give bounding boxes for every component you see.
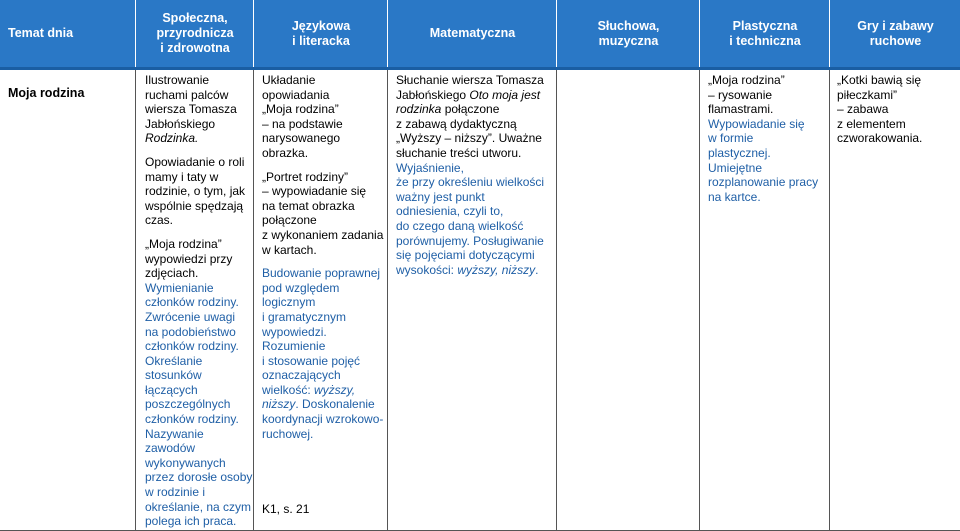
text-line: wykonywanych <box>145 455 226 470</box>
cell-spoleczna <box>145 73 253 529</box>
header-plastyczna-line2: i techniczna <box>729 33 801 48</box>
text-line: członków rodziny. <box>145 339 239 354</box>
text-line: w kartach. <box>262 242 317 257</box>
text-line: poszczególnych <box>145 397 231 412</box>
text-line: przez dorosłe osoby <box>145 470 253 485</box>
text-line: połączone <box>262 213 317 228</box>
text-line: mamy i taty w <box>145 169 219 184</box>
text-line: „Kotki bawią się <box>837 73 922 87</box>
text-run: połączone <box>441 102 500 117</box>
header-sluchowa-line2: muzyczna <box>598 33 659 48</box>
text-run-italic: Oto moja jest <box>469 87 541 102</box>
text-line: i gramatycznym <box>262 309 347 324</box>
text-line <box>262 383 386 398</box>
header-spoleczna-line1: Społeczna, <box>162 11 228 25</box>
column-divider <box>253 70 254 531</box>
cell-plastyczna <box>708 73 826 204</box>
text-line: że przy określeniu wielkości <box>396 175 545 190</box>
text-line: na kartce. <box>708 189 761 204</box>
text-line: łączących <box>145 382 198 397</box>
text-line: Słuchanie wiersza Tomasza <box>396 73 544 87</box>
text-line: stosunków <box>145 368 202 383</box>
text-run: . <box>535 262 539 277</box>
table-header <box>0 0 960 70</box>
text-line: członków rodziny. <box>145 412 239 427</box>
text-line: na podobieństwo <box>145 324 236 339</box>
header-gry-line1: Gry i zabawy <box>857 18 934 33</box>
text-line: w formie <box>708 131 754 146</box>
column-divider <box>829 70 830 531</box>
text-line: ruchowej. <box>262 426 314 441</box>
text-line: Budowanie poprawnej <box>262 266 381 281</box>
text-line: w rodzinie i <box>145 485 206 500</box>
text-line: odniesienia, czyli to, <box>396 204 504 219</box>
header-plastyczna <box>699 0 830 67</box>
text-line: z zabawą dydaktyczną <box>396 116 517 131</box>
column-divider <box>135 70 136 531</box>
text-line: „Moja rodzina” <box>145 236 222 251</box>
text-line: Określanie <box>145 353 203 368</box>
text-line: Rodzinka. <box>145 131 199 146</box>
text-line: z wykonaniem zadania <box>262 227 384 242</box>
text-line: Ilustrowanie <box>145 73 210 87</box>
column-divider <box>387 70 388 531</box>
text-line: Jabłońskiego <box>145 116 216 131</box>
text-line: i stosowanie pojęć <box>262 353 361 368</box>
text-line: narysowanego <box>262 131 341 146</box>
text-run-italic: wyższy, niższy <box>457 262 536 277</box>
text-run: wysokości: <box>396 262 458 277</box>
text-line: „Portret rodziny” <box>262 169 349 184</box>
header-temat-dnia-label: Temat dnia <box>8 26 74 40</box>
text-line: ruchami palców <box>145 87 229 102</box>
text-line: członków rodziny. <box>145 295 239 310</box>
text-line: zawodów <box>145 441 196 456</box>
column-divider <box>556 70 557 531</box>
text-line: „Moja rodzina” <box>708 73 785 87</box>
header-matematyczna <box>387 0 557 67</box>
text-line: zdjęciach. <box>145 266 199 281</box>
header-sluchowa <box>556 0 700 67</box>
text-line: się pojęciami dotyczącymi <box>396 248 535 263</box>
text-run-italic: rodzinka <box>396 102 442 117</box>
text-line: Opowiadanie o roli <box>145 154 245 169</box>
cell-jezykowa <box>262 73 386 516</box>
text-line: Układanie <box>262 73 316 87</box>
header-jezykowa <box>253 0 388 67</box>
text-line: – zabawa <box>837 102 889 117</box>
text-line: czas. <box>145 213 174 228</box>
text-line: rozplanowanie pracy <box>708 175 819 190</box>
text-line: polega ich praca. <box>145 514 237 529</box>
text-line: słuchanie treści utworu. <box>396 145 522 160</box>
cell-gry <box>837 73 957 146</box>
text-line: rodzinie, o tym, jak <box>145 184 246 199</box>
text-line: „Wyższy – niższy”. Uważne <box>396 131 542 146</box>
text-line: oznaczających <box>262 368 341 383</box>
text-line: pod względem <box>262 280 340 295</box>
row-title: Moja rodzina <box>8 86 85 100</box>
header-gry-line2: ruchowe <box>869 33 922 48</box>
header-plastyczna-line1: Plastyczna <box>732 18 798 33</box>
text-line: – rysowanie <box>708 87 773 102</box>
text-line: Nazywanie <box>145 426 204 441</box>
text-line: Zwrócenie uwagi <box>145 309 236 324</box>
text-line: wypowiedzi przy <box>145 251 233 266</box>
text-line: piłeczkami” <box>837 87 898 102</box>
text-line <box>262 397 386 412</box>
text-line: Rozumienie <box>262 339 326 354</box>
text-run: wielkość: <box>262 382 315 397</box>
text-line: „Moja rodzina” <box>262 102 339 117</box>
text-line: Wymienianie <box>145 280 214 295</box>
header-matematyczna-label: Matematyczna <box>429 26 516 40</box>
header-spoleczna <box>135 0 254 67</box>
text-line: z elementem <box>837 116 906 131</box>
text-line: obrazka. <box>262 145 309 160</box>
column-divider <box>699 70 700 531</box>
page-reference: K1, s. 21 <box>262 502 310 516</box>
header-temat-dnia <box>0 0 135 67</box>
text-line: ważny jest punkt <box>396 189 485 204</box>
text-run-italic: wyższy, <box>314 382 356 397</box>
text-line: logicznym <box>262 295 316 310</box>
text-line: określanie, na czym <box>145 499 252 514</box>
text-line: wypowiedzi. <box>262 324 327 339</box>
text-line: na temat obrazka <box>262 198 355 213</box>
text-line: do czego daną wielkość <box>396 218 524 233</box>
text-line <box>396 263 556 278</box>
text-line <box>396 102 556 117</box>
text-run: Jabłońskiego <box>396 87 470 102</box>
text-line: porównujemy. Posługiwanie <box>396 233 544 248</box>
header-jezykowa-line1: Językowa <box>291 18 351 33</box>
header-gry <box>829 0 960 67</box>
text-run-italic: niższy <box>262 397 296 412</box>
text-line: Wypowiadanie się <box>708 116 805 131</box>
text-run: . Doskonalenie <box>295 397 375 412</box>
text-line: – na podstawie <box>262 116 343 131</box>
header-jezykowa-line2: i literacka <box>292 33 350 48</box>
text-line <box>396 88 556 103</box>
text-line: koordynacji wzrokowo- <box>262 412 384 427</box>
text-line: Wyjaśnienie, <box>396 160 464 175</box>
cell-matematyczna <box>396 73 556 277</box>
header-spoleczna-line2: przyrodnicza <box>156 26 234 40</box>
text-line: opowiadania <box>262 87 330 102</box>
text-line: Umiejętne <box>708 160 763 175</box>
text-line: flamastrami. <box>708 102 774 117</box>
text-line: czworakowania. <box>837 131 923 146</box>
header-sluchowa-line1: Słuchowa, <box>597 18 660 33</box>
text-line: – wypowiadanie się <box>262 184 367 199</box>
header-spoleczna-line3: i zdrowotna <box>160 41 230 55</box>
text-line: wspólnie spędzają <box>145 198 244 213</box>
text-line: wiersza Tomasza <box>145 102 237 117</box>
text-line: plastycznej. <box>708 145 771 160</box>
